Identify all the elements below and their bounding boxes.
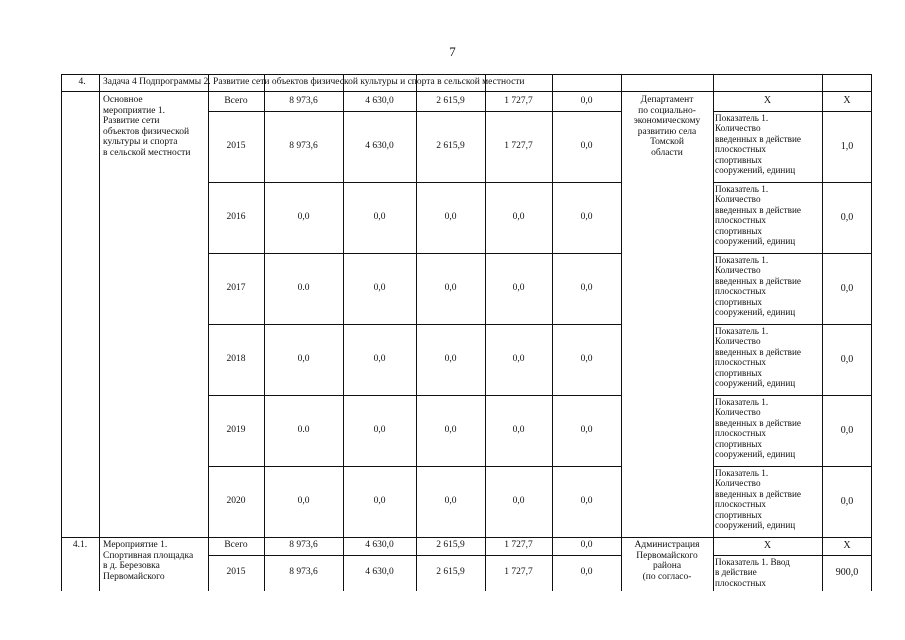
col-border [621, 74, 622, 591]
block1-c1-cell: 4 630,0 [365, 140, 394, 151]
block2-c3-cell: 1 727,7 [504, 567, 533, 577]
col-border [871, 74, 872, 591]
block1-year-cell: 2016 [226, 211, 246, 222]
block1-c3-cell: 0,0 [512, 282, 525, 293]
block1-c4-cell: 0,0 [580, 211, 593, 222]
block1-name: Основное мероприятие 1. Развитие сети объектов физической культуры и спорта в сельской местности [103, 95, 191, 158]
block1-c4-cell: 0,0 [580, 495, 593, 506]
block1-c3-cell: 0,0 [512, 495, 525, 506]
block1-c4-cell: 0,0 [580, 424, 593, 435]
col-border [99, 74, 100, 591]
task-title: Задача 4 Подпрограммы 2. Развитие сети объектов физической культуры и спорта в сельской местности [103, 77, 525, 87]
row-border [208, 466, 621, 467]
block2-total-cell: 8 973,6 [289, 540, 318, 550]
block1-c3-cell: 1 727,7 [504, 140, 533, 151]
col-border [264, 74, 265, 591]
block1-c4-cell: 0,0 [580, 353, 593, 364]
row-border [713, 182, 872, 183]
block1-indicator-value: 0,0 [840, 495, 854, 507]
block1-indicator: Показатель 1. Количество введенных в действие плоскостных спортивных сооружений, единиц [715, 255, 801, 318]
block1-c3-cell: 0,0 [512, 211, 525, 222]
block1-c2-cell: 2 615,9 [436, 140, 465, 151]
block1-c2-cell: 0,0 [444, 495, 457, 506]
col-border [485, 74, 486, 591]
block2-indicator-value: X [843, 540, 851, 551]
block2-total-cell: 8 973,6 [289, 567, 318, 577]
row-border [208, 182, 621, 183]
col-border [61, 74, 62, 591]
block1-year-cell: Всего [224, 95, 248, 106]
block1-indicator-value: 1,0 [840, 140, 854, 152]
block1-c1-cell: 0,0 [373, 424, 386, 435]
block2-year-cell: Всего [224, 540, 248, 550]
block1-c1-cell: 4 630,0 [365, 95, 394, 106]
block1-indicator: Показатель 1. Количество введенных в действие плоскостных спортивных сооружений, единиц [715, 397, 801, 460]
block2-indicator: Показатель 1. Ввод в действие плоскостных [715, 557, 790, 588]
block2-c4-cell: 0,0 [580, 540, 593, 550]
block1-total-cell: 0,0 [297, 353, 310, 364]
block1-year-cell: 2015 [226, 140, 246, 151]
block1-indicator-value: 0,0 [840, 424, 854, 436]
block1-c4-cell: 0,0 [580, 282, 593, 293]
block1-c2-cell: 0,0 [444, 353, 457, 364]
col-border [552, 74, 553, 591]
block1-c2-cell: 0,0 [444, 211, 457, 222]
block1-c1-cell: 0,0 [373, 495, 386, 506]
block1-c2-cell: 0,0 [444, 424, 457, 435]
block1-total-cell: 8 973,6 [289, 140, 318, 151]
col-border [713, 74, 714, 591]
row-border [713, 466, 872, 467]
block1-indicator: Показатель 1. Количество введенных в действие плоскостных спортивных сооружений, единиц [715, 184, 801, 247]
block1-c3-cell: 0,0 [512, 353, 525, 364]
block2-c2-cell: 2 615,9 [436, 540, 465, 550]
block1-executor: Департамент по социально- экономическому развитию села Томской области [633, 95, 701, 158]
row-border [713, 395, 872, 396]
block1-indicator-value: 0,0 [840, 353, 854, 365]
block1-total-cell: 8 973,6 [289, 95, 318, 106]
block1-total-cell: 0.0 [297, 282, 310, 293]
col-border [416, 74, 417, 591]
row-border [713, 324, 872, 325]
block1-indicator: Показатель 1. Количество введенных в действие плоскостных спортивных сооружений, единиц [715, 468, 801, 531]
block1-indicator-value: X [843, 95, 851, 106]
block2-indicator-value: 900,0 [835, 567, 859, 578]
row-border [61, 537, 872, 538]
block1-indicator: X [763, 95, 772, 106]
row-border [208, 395, 621, 396]
block2-c2-cell: 2 615,9 [436, 567, 465, 577]
row-border [713, 555, 872, 556]
block1-c4-cell: 0,0 [580, 95, 593, 106]
row-border [713, 111, 872, 112]
row-border [208, 555, 621, 556]
block2-c1-cell: 4 630,0 [365, 567, 394, 577]
block2-indicator: X [763, 540, 772, 551]
block1-year-cell: 2017 [226, 282, 246, 293]
block1-total-cell: 0,0 [297, 495, 310, 506]
col-border [208, 74, 209, 591]
block1-total-cell: 0.0 [297, 424, 310, 435]
block1-c4-cell: 0,0 [580, 140, 593, 151]
col-border [343, 74, 344, 591]
block1-year-cell: 2019 [226, 424, 246, 435]
block1-indicator: Показатель 1. Количество введенных в действие плоскостных спортивных сооружений, единиц [715, 113, 801, 176]
block1-year-cell: 2018 [226, 353, 246, 364]
block1-year-cell: 2020 [226, 495, 246, 506]
col-border [822, 74, 823, 591]
block2-c3-cell: 1 727,7 [504, 540, 533, 550]
block1-indicator-value: 0,0 [840, 211, 854, 223]
row-border [208, 253, 621, 254]
block1-total-cell: 0,0 [297, 211, 310, 222]
block1-c1-cell: 0,0 [373, 211, 386, 222]
block1-c2-cell: 0,0 [444, 282, 457, 293]
row-border [208, 111, 621, 112]
block1-c3-cell: 0,0 [512, 424, 525, 435]
block1-c1-cell: 0,0 [373, 282, 386, 293]
page-number: 7 [449, 44, 456, 59]
block2-executor: Администрация Первомайского района (по согласо- [634, 540, 700, 582]
block2-c4-cell: 0,0 [580, 567, 593, 577]
task-number: 4. [78, 77, 86, 87]
row-border [713, 253, 872, 254]
row-border [208, 324, 621, 325]
block2-name: Мероприятие 1. Спортивная площадка в д. Березовка Первомайского [103, 540, 194, 582]
block1-c1-cell: 0,0 [373, 353, 386, 364]
block2-number: 4.1. [72, 540, 88, 550]
block1-c3-cell: 1 727,7 [504, 95, 533, 106]
block2-year-cell: 2015 [226, 567, 246, 577]
block1-indicator-value: 0,0 [840, 282, 854, 294]
block1-indicator: Показатель 1. Количество введенных в действие плоскостных спортивных сооружений, единиц [715, 326, 801, 389]
block1-c2-cell: 2 615,9 [436, 95, 465, 106]
program-table [61, 74, 872, 591]
block2-c1-cell: 4 630,0 [365, 540, 394, 550]
